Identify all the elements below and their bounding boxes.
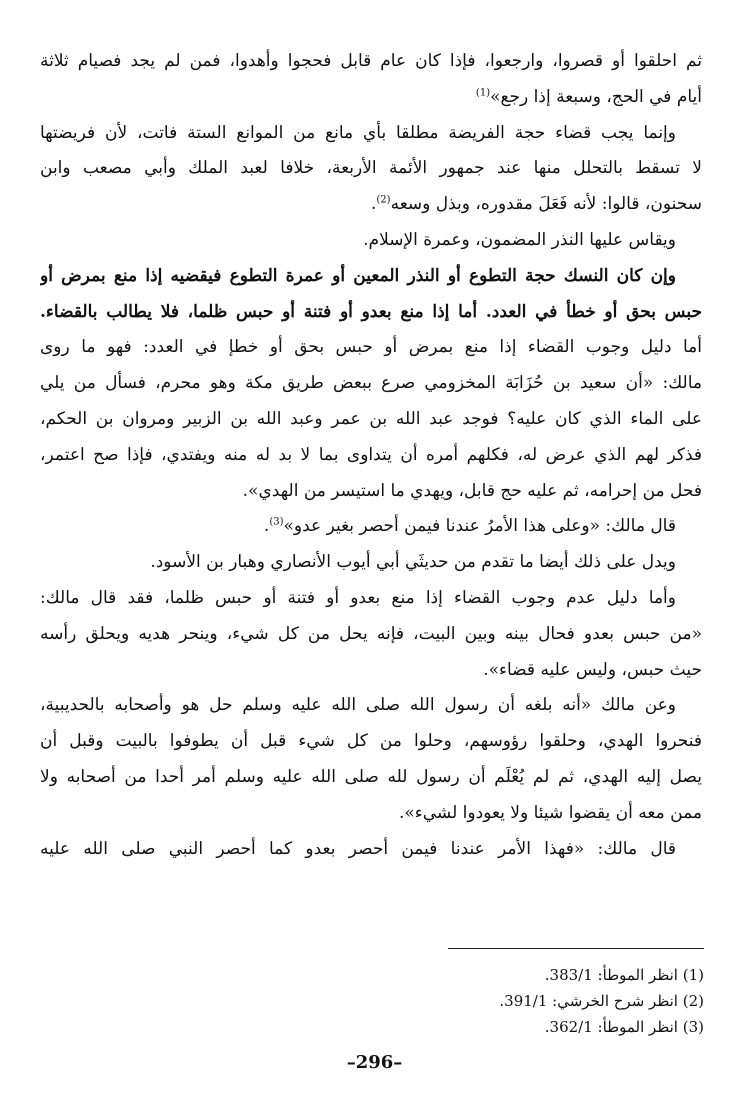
period: . bbox=[370, 194, 377, 215]
footnote: (2) انظر شرح الخرشي: 391/1. bbox=[499, 992, 704, 1010]
footnote: (3) انظر الموطأ: 362/1. bbox=[544, 1018, 704, 1036]
text-line: «من حبس بعدو فحال بينه وبين البيت، فإنه يحل من كل شيء، وينحر هديه ويحلق رأسه bbox=[40, 623, 702, 644]
text-line-content: أيام في الحج، وسبعة إذا رجع» bbox=[490, 86, 702, 107]
text-line: فنحروا الهدي، وحلقوا رؤوسهم، وحلوا من كل شيء قبل أن يطوفوا بالبيت وقبل أن bbox=[40, 731, 702, 752]
text-line: ممن معه أن يقضوا شيئا ولا يعودوا لشيء». bbox=[398, 802, 702, 823]
text-line: فذكر لهم الذي عرض له، فكلهم أمره أن يتداوى بما لا بد له منه ويفتدي، فإذا صح اعتمر، bbox=[40, 444, 702, 465]
period: . bbox=[263, 516, 270, 537]
text-line: وأما دليل عدم وجوب القضاء إذا منع بعدو أو فتنة أو حبس ظلما، فقد قال مالك: bbox=[40, 587, 676, 608]
footnotes bbox=[340, 962, 704, 1040]
page-number: –296– bbox=[346, 1052, 403, 1073]
bold-text-line: وإن كان النسك حجة التطوع أو النذر المعين أو عمرة التطوع فيقضيه إذا منع بمرض أو bbox=[40, 265, 676, 286]
text-line bbox=[40, 509, 702, 545]
text-line: حيث حبس، وليس عليه قضاء». bbox=[483, 659, 702, 680]
text-line: لا تسقط بالتحلل منها عند جمهور الأئمة الأربعة، خلافا لعبد الملك وأبي مصعب وابن bbox=[40, 158, 702, 179]
text-line: وإنما يجب قضاء حجة الفريضة مطلقا بأي مانع من الموانع الستة فاتت، لأن فريضتها bbox=[40, 122, 676, 143]
text-line: فحل من إحرامه، ثم عليه حج قابل، ويهدي ما استيسر من الهدي». bbox=[242, 480, 702, 501]
text-line-content: قال مالك: «وعلى هذا الأمرُ عندنا فيمن أحصر بغير عدو» bbox=[283, 516, 676, 537]
text-line: مالك: «أن سعيد بن حُزَابَة المخزومي صرع ببعض طريق مكة وهو محرم، فسأل من يلي bbox=[40, 373, 702, 394]
text-line: يصل إليه الهدي، ثم لم يُعْلَم أن رسول لله صلى الله عليه وسلم أمر أحدا من أصحابه ولا bbox=[40, 766, 702, 787]
text-line: قال مالك: «فهذا الأمر عندنا فيمن أحصر بعدو كما أحصر النبي صلى الله عليه bbox=[40, 838, 676, 859]
main-text bbox=[40, 44, 702, 867]
bold-text-line: حبس بحق أو خطأ في العدد. أما إذا منع بعدو أو فتنة أو حبس ظلما، فلا يطالب بالقضاء. bbox=[40, 301, 702, 322]
text-line: ويقاس عليها النذر المضمون، وعمرة الإسلام. bbox=[363, 229, 676, 250]
text-line: ثم احلقوا أو قصروا، وارجعوا، فإذا كان عام قابل فحجوا وأهدوا، فمن لم يجد فصيام ثلاثة bbox=[40, 51, 702, 71]
text-line: وعن مالك «أنه بلغه أن رسول الله صلى الله عليه وسلم حل هو وأصحابه بالحديبية، bbox=[40, 695, 676, 716]
text-line: على الماء الذي كان عليه؟ فوجد عبد الله بن عمر وعبد الله بن الزبير ومروان بن الحكم، bbox=[40, 408, 702, 429]
text-line: ويدل على ذلك أيضا ما تقدم من حديثَي أبي أيوب الأنصاري وهبار بن الأسود. bbox=[150, 552, 676, 573]
footnote: (1) انظر الموطأ: 383/1. bbox=[544, 966, 704, 984]
footnote-ref-3: (3) bbox=[269, 516, 284, 528]
text-line: أما دليل وجوب القضاء إذا منع بمرض أو حبس بحق أو خطإ في العدد: فهو ما روى bbox=[40, 337, 702, 358]
text-line bbox=[40, 80, 702, 116]
footnote-ref-1: (1) bbox=[475, 87, 491, 99]
text-line-content: سحنون، قالوا: لأنه فَعَلَ مقدوره، وبذل وسعه bbox=[390, 194, 702, 215]
footnote-divider bbox=[448, 948, 704, 949]
text-line bbox=[40, 187, 702, 223]
footnote-ref-2: (2) bbox=[376, 194, 391, 206]
